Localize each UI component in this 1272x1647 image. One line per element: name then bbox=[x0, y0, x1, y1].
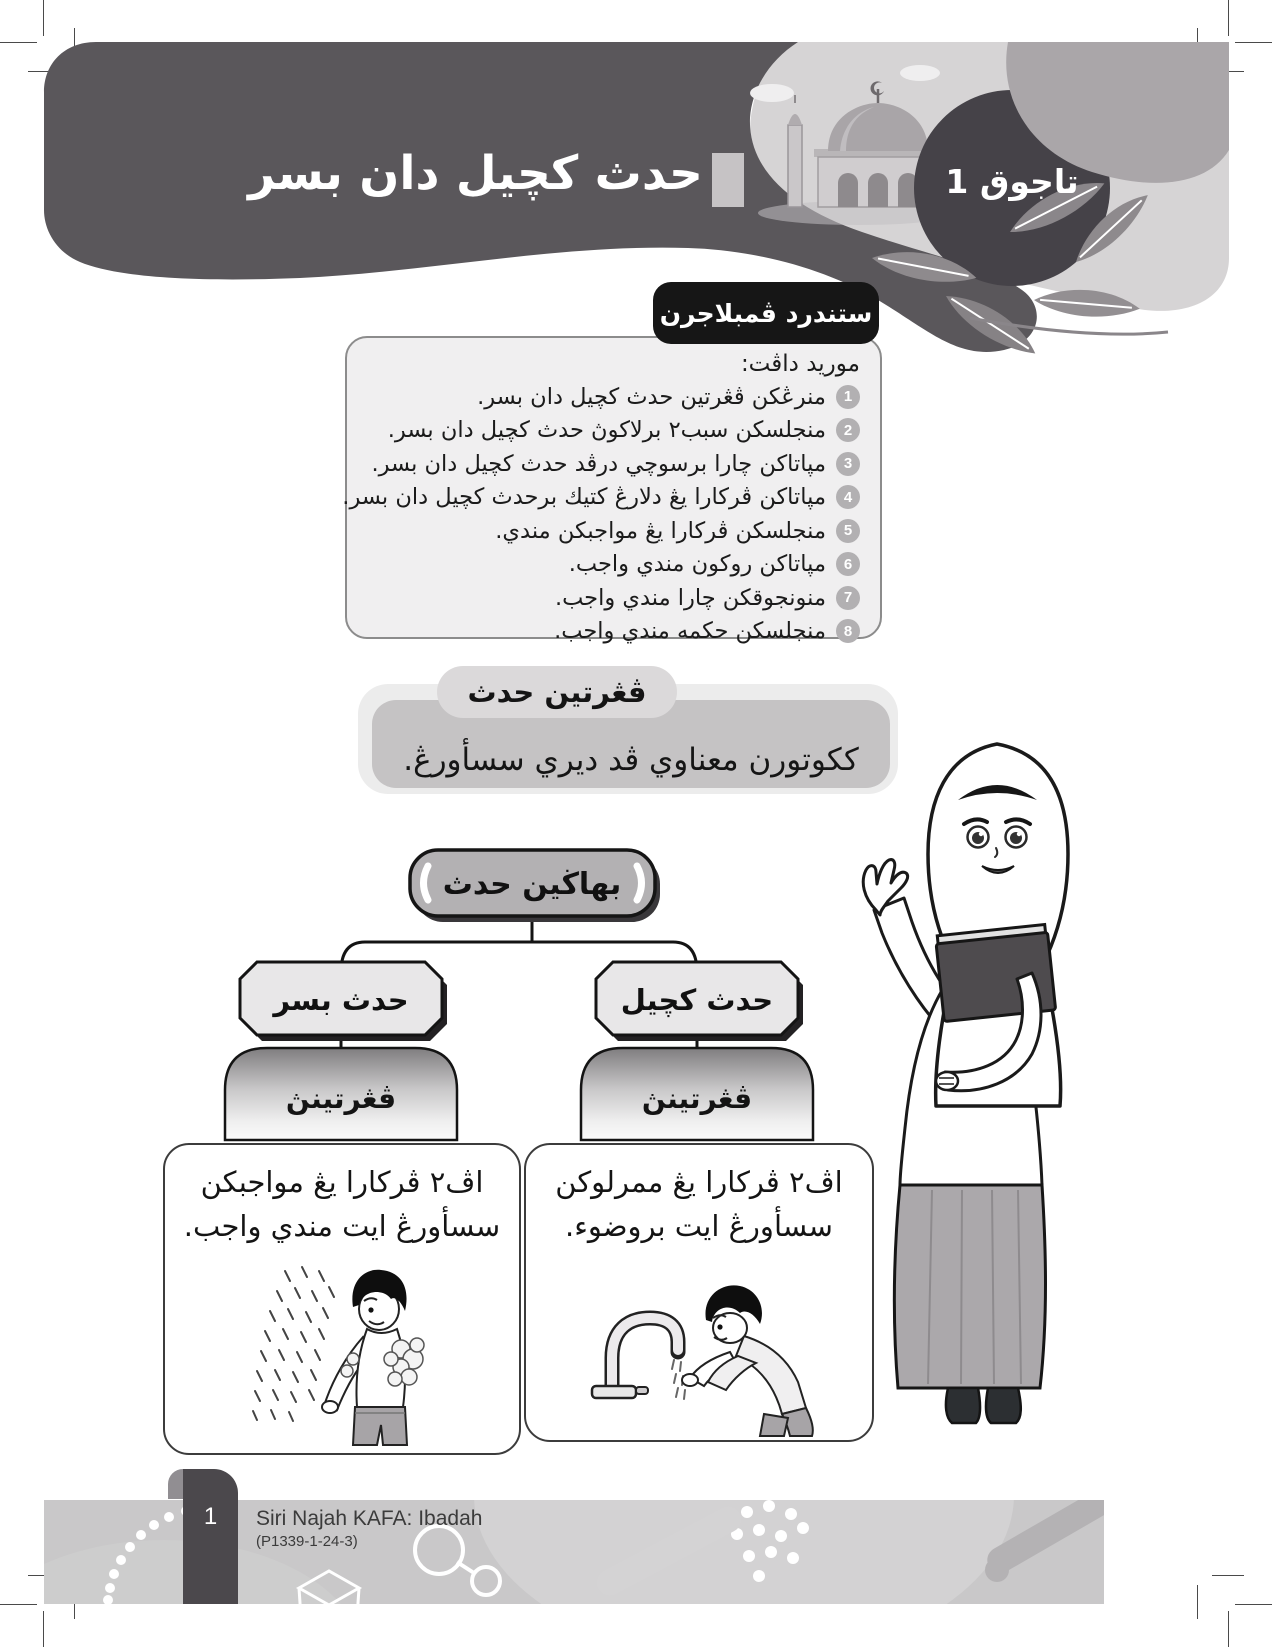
item-number-badge: 5 bbox=[836, 519, 860, 543]
page-title: حدث كچيل دان بسر bbox=[248, 146, 703, 201]
item-text: منونجوقكن چارا مندي واجب. bbox=[554, 584, 826, 611]
item-text: مڽاتاكن چارا برسوچي درڤد حدث كچيل دان بسر. bbox=[371, 450, 826, 477]
learning-standard-panel bbox=[342, 336, 882, 645]
list-item bbox=[363, 514, 860, 548]
left-sub-pill bbox=[225, 1048, 457, 1140]
page-number: 1 bbox=[203, 1503, 218, 1530]
list-item bbox=[363, 548, 860, 582]
hadas-besar-description: اڤ٢ ڤركارا يڠ مواجبكن سسأورڠ ايت مندي واجب. bbox=[183, 1165, 501, 1243]
decor-dot bbox=[985, 1558, 1009, 1582]
branch-left-node bbox=[240, 962, 447, 1041]
list-item bbox=[363, 447, 860, 481]
boy-showering-illustration bbox=[207, 1263, 477, 1451]
page-number-bookmark bbox=[168, 1469, 238, 1604]
item-number-badge: 6 bbox=[836, 552, 860, 576]
root-node bbox=[410, 850, 660, 922]
left-sub-label: ڤڠرتينڽ bbox=[285, 1082, 397, 1115]
definition-body: ككوتورن معناوي ڤد ديري سسأورڠ. bbox=[403, 742, 859, 778]
crop-mark bbox=[1235, 1604, 1272, 1605]
item-number-badge: 1 bbox=[836, 385, 860, 409]
crop-mark bbox=[1212, 1575, 1244, 1576]
branch-right-node bbox=[596, 962, 803, 1041]
item-text: منجلسكن ڤركارا يڠ مواجبكن مندي. bbox=[495, 517, 826, 544]
water-drops-icon bbox=[253, 1267, 334, 1421]
crop-mark bbox=[0, 1604, 37, 1605]
branch-right-label: حدث كچيل bbox=[620, 983, 774, 1017]
list-item bbox=[363, 615, 860, 649]
item-number-badge: 4 bbox=[836, 485, 860, 509]
item-text: مڽاتاكن روكون مندي واجب. bbox=[568, 551, 826, 578]
item-number-badge: 2 bbox=[836, 418, 860, 442]
list-item bbox=[363, 380, 860, 414]
branch-left-label: حدث بسر bbox=[273, 983, 409, 1017]
dot-cluster-icon bbox=[729, 1500, 839, 1604]
right-sub-pill bbox=[581, 1048, 813, 1140]
footer-text bbox=[256, 1507, 482, 1550]
bookmark-ribbon bbox=[183, 1469, 238, 1604]
hadas-flowchart bbox=[150, 830, 880, 1165]
crop-mark bbox=[43, 1611, 44, 1647]
hadas-besar-description-box bbox=[163, 1143, 521, 1455]
water-tap-icon bbox=[592, 1318, 678, 1398]
hijab-girl-illustration bbox=[820, 738, 1092, 1430]
footer-series: Siri Najah KAFA: Ibadah bbox=[256, 1507, 483, 1530]
topic-badge: تاجوق 1 bbox=[945, 162, 1079, 201]
item-text: منجلسكن حكمه مندي واجب. bbox=[554, 618, 826, 645]
definition-title-pill: ڤڠرتين حدث bbox=[437, 666, 677, 718]
footer-code: (P1339-1-24-3) bbox=[256, 1533, 358, 1550]
item-text: منجلسكن سبب٢ برلاكوڽ حدث كچيل دان بسر. bbox=[387, 417, 826, 444]
crop-mark bbox=[1228, 1611, 1229, 1647]
list-item bbox=[363, 581, 860, 615]
learning-standard-intro: موريد داڤت: bbox=[740, 351, 860, 377]
item-text: مڽاتاكن ڤركارا يڠ دلارڠ كتيك برحدث كچيل دان بسر. bbox=[342, 484, 826, 511]
crop-mark bbox=[1197, 1585, 1198, 1619]
list-item bbox=[363, 414, 860, 448]
learning-standard-heading: ستندرد ڤمبلاجرن bbox=[653, 282, 879, 344]
hadas-kecil-description: اڤ٢ ڤركارا يڠ ممرلوكن سسأورڠ ايت بروضوء. bbox=[555, 1165, 843, 1243]
item-number-badge: 7 bbox=[836, 586, 860, 610]
list-item bbox=[342, 481, 860, 515]
boy-wudu-illustration bbox=[554, 1266, 844, 1438]
item-text: منرڠكن ڤڠرتين حدث كچيل دان بسر. bbox=[477, 383, 826, 410]
root-node-label: بهاڬين حدث bbox=[442, 867, 622, 902]
item-number-badge: 8 bbox=[836, 619, 860, 643]
right-sub-label: ڤڠرتينڽ bbox=[641, 1082, 753, 1115]
item-number-badge: 3 bbox=[836, 452, 860, 476]
